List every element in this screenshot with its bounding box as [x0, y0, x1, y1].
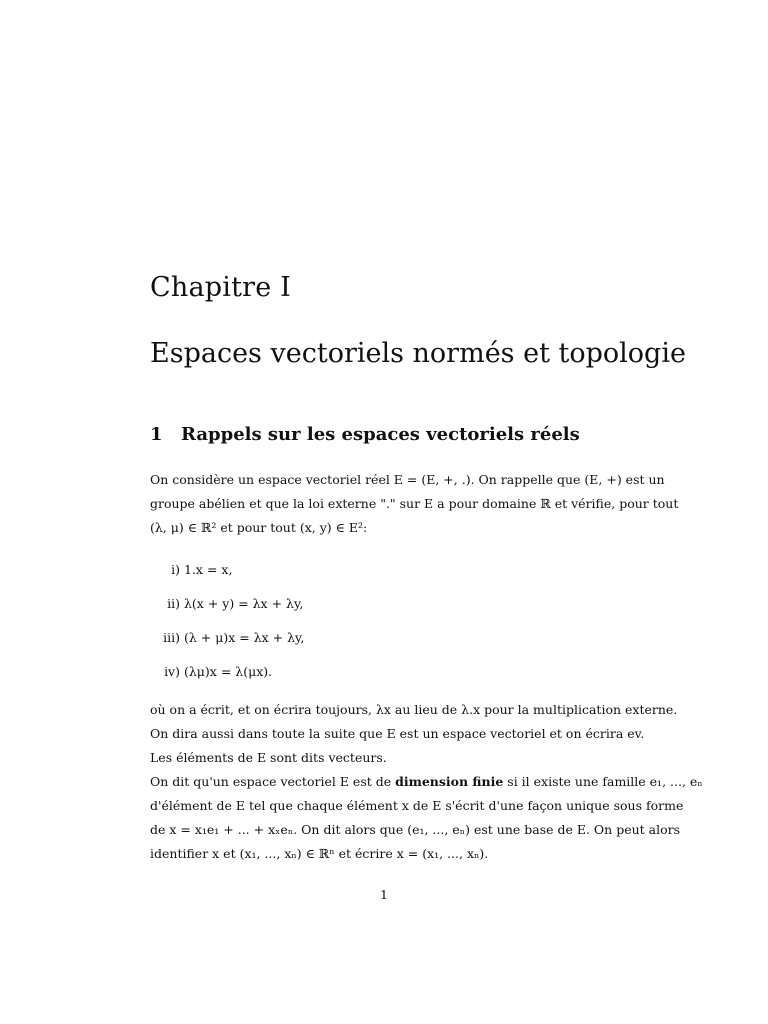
text-line: d'élément de E tel que chaque élément x de E s'écrit d'une façon unique sous forme: [150, 798, 684, 813]
definition-term: dimension finie: [395, 774, 504, 789]
body-paragraph: [150, 698, 703, 866]
formula: (λμ)x = λ(μx).: [184, 664, 273, 679]
list-marker: iii): [163, 630, 180, 645]
text-line: Les éléments de E sont dits vecteurs.: [150, 750, 387, 765]
list-marker: iv): [164, 664, 180, 679]
formula: λ(x + y) = λx + λy,: [184, 596, 304, 611]
list-marker: i): [171, 562, 180, 577]
axiom-list: [150, 558, 304, 694]
formula: 1.x = x,: [184, 562, 233, 577]
page-number: 1: [380, 887, 388, 902]
text-line: où on a écrit, et on écrira toujours, λx au lieu de λ.x pour la multiplication externe.: [150, 702, 678, 717]
definition-line: [150, 770, 703, 794]
definition-after: si il existe une famille e₁, ..., eₙ: [503, 774, 703, 789]
section-heading: [150, 424, 580, 445]
chapter-heading: Chapitre I: [150, 272, 292, 303]
definition-before: On dit qu'un espace vectoriel E est de: [150, 774, 396, 789]
text-line: (λ, μ) ∈ ℝ² et pour tout (x, y) ∈ E²:: [150, 520, 368, 535]
text-line: groupe abélien et que la loi externe "." sur E a pour domaine ℝ et vérifie, pour tout: [150, 496, 679, 511]
section-title: Rappels sur les espaces vectoriels réels: [181, 424, 580, 445]
list-item: [150, 558, 304, 592]
list-item: [150, 660, 304, 694]
text-line: On dira aussi dans toute la suite que E est un espace vectoriel et on écrira ev.: [150, 726, 645, 741]
list-marker: ii): [167, 596, 180, 611]
text-line: identifier x et (x₁, ..., xₙ) ∈ ℝⁿ et écrire x = (x₁, ..., xₙ).: [150, 846, 489, 861]
intro-paragraph: [150, 468, 679, 540]
formula: (λ + μ)x = λx + λy,: [184, 630, 305, 645]
list-item: [150, 626, 304, 660]
section-number: 1: [150, 424, 163, 445]
list-item: [150, 592, 304, 626]
chapter-title: Espaces vectoriels normés et topologie: [150, 338, 686, 369]
text-line: de x = x₁e₁ + ... + xₓeₙ. On dit alors que (e₁, ..., eₙ) est une base de E. On peut alors: [150, 822, 681, 837]
text-line: On considère un espace vectoriel réel E = (E, +, .). On rappelle que (E, +) est un: [150, 472, 665, 487]
